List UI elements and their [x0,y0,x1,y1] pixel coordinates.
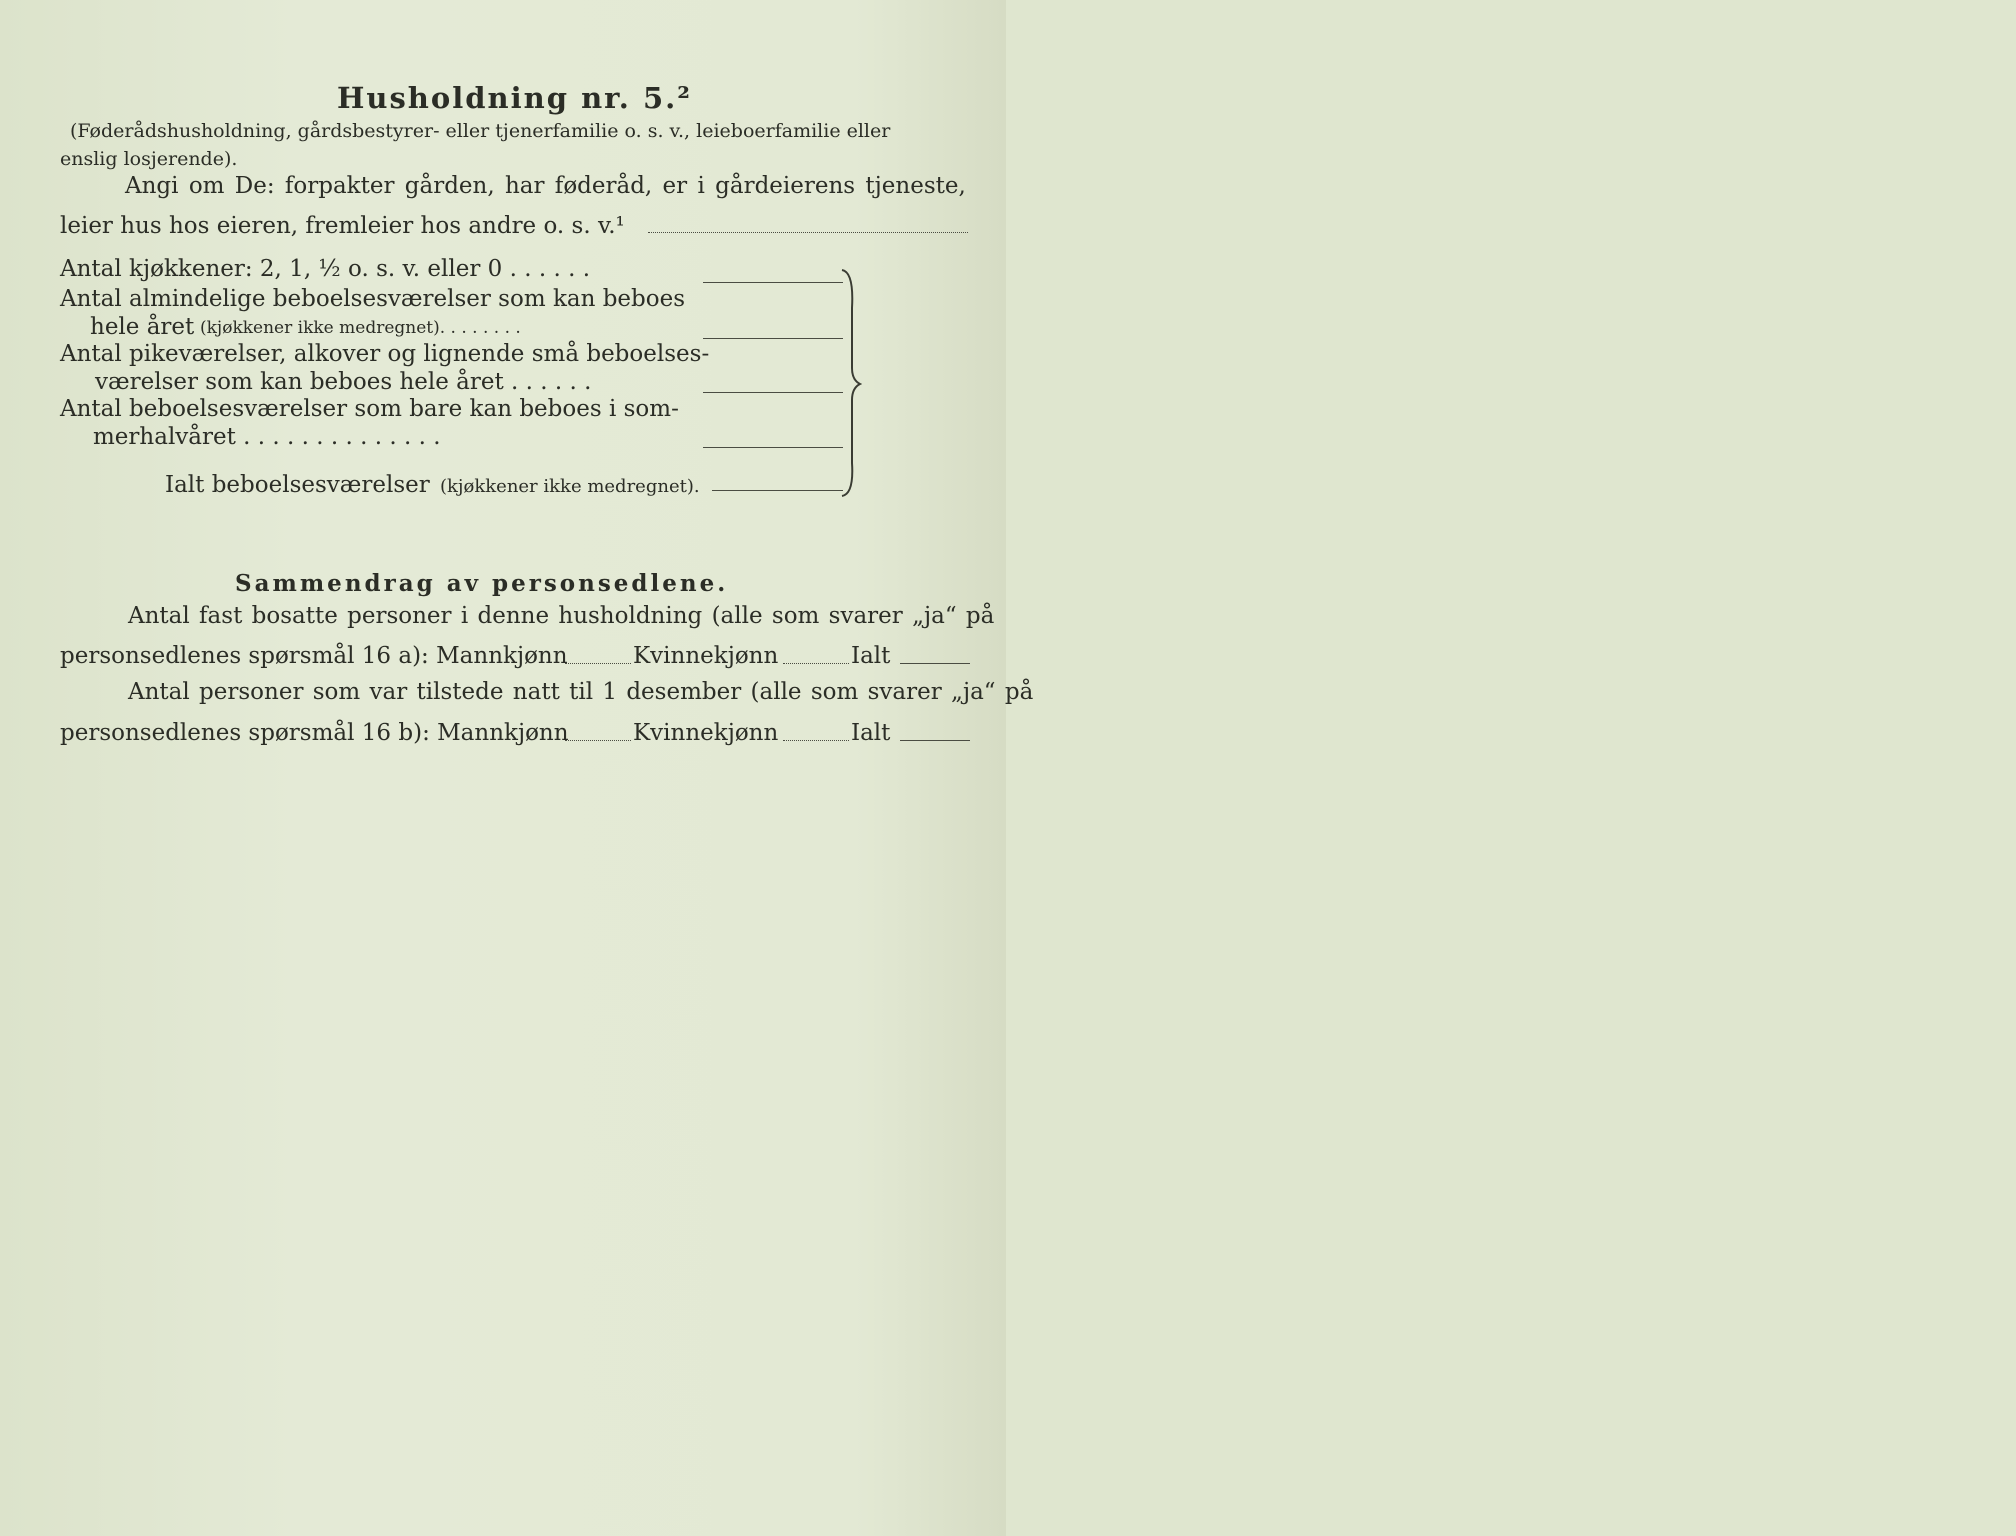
rooms-3-label-b: merhalvåret . . . . . . . . . . . . . . [93,424,441,450]
tilstede-line-2: personsedlenes spørsmål 16 b): Mannkjønn [60,720,569,746]
fast-line-2: personsedlenes spørsmål 16 a): Mannkjønn [60,643,568,669]
rooms-total-note: (kjøkkener ikke medregnet). [440,476,700,497]
rooms-3-label: Antal beboelsesværelser som bare kan beboes i som- [60,396,679,422]
angi-answer-line [648,232,968,233]
rooms-total-answer-line [712,490,843,491]
fast-kvinne-line [783,663,849,664]
rooms-2-label-b: værelser som kan beboes hele året . . . . . . [95,369,592,395]
fast-ialt-label: Ialt [851,643,891,669]
kitchens-answer-line [703,282,843,283]
fast-ialt-line [900,663,970,664]
angi-line-1: Angi om De: forpakter gården, har føderåd, er i gårdeierens tjeneste, [125,173,966,199]
tilstede-ialt-line [900,740,970,741]
angi-line-2: leier hus hos eieren, fremleier hos andre o. s. v.¹ [60,213,625,239]
tilstede-line-1: Antal personer som var tilstede natt til 1 desember (alle som svarer „ja“ på [128,679,1034,705]
rooms-1-label-b: hele året [90,314,195,340]
rooms-1-note: (kjøkkener ikke medregnet). . . . . . . . [200,318,521,338]
rooms-2-answer-line [703,392,843,393]
rooms-total-label: Ialt beboelsesværelser [165,472,430,498]
kitchens-label: Antal kjøkkener: 2, 1, ½ o. s. v. eller 0 . . . . . . [60,256,591,282]
fast-line-1: Antal fast bosatte personer i denne husholdning (alle som svarer „ja“ på [128,603,995,629]
rooms-3-answer-line [703,447,843,448]
tilstede-kvinne-label: Kvinnekjønn [633,720,779,746]
tilstede-kvinne-line [783,740,849,741]
tilstede-mann-line [565,740,631,741]
summary-title: Sammendrag av personsedlene. [235,570,729,597]
household-note-1: (Føderådshusholdning, gårdsbestyrer- eller tjenerfamilie o. s. v., leieboerfamilie eller [70,120,891,142]
tilstede-ialt-label: Ialt [851,720,891,746]
fast-kvinne-label: Kvinnekjønn [633,643,779,669]
rooms-2-label: Antal pikeværelser, alkover og lignende små beboelses- [60,341,710,367]
household-note-2: enslig losjerende). [60,148,238,170]
household-title: Husholdning nr. 5.² [337,81,692,115]
rooms-1-answer-line [703,338,843,339]
rooms-1-label: Antal almindelige beboelsesværelser som kan beboes [60,286,686,312]
fast-mann-line [565,663,631,664]
brace-icon [838,268,862,498]
